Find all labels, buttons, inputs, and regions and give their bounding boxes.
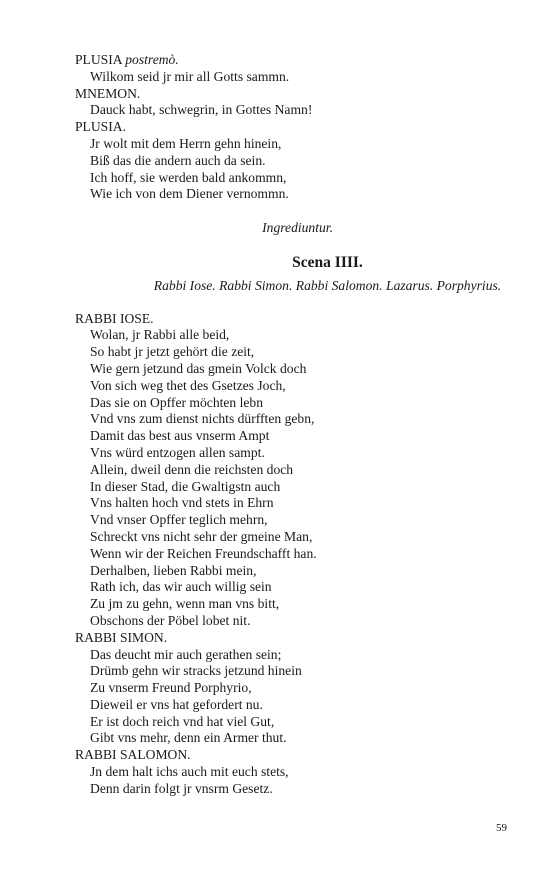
verse-line: Zu vnserm Freund Porphyrio, [90,680,252,696]
verse-line: Vns würd entzogen allen sampt. [90,444,265,460]
verse-line: Allein, dweil denn die reichsten doch [90,461,294,477]
verse-line: Wie gern jetzund das gmein Volck doch [90,360,307,376]
speaker-heading [75,52,515,69]
verse-line: Drümb gehn wir stracks jetzund hinein [90,663,302,679]
verse-line: Das sie on Opffer möchten lebn [90,394,264,410]
verse-line: Wolan, jr Rabbi alle beid, [90,327,230,343]
verse-line: Dieweil er vns hat gefordert nu. [90,696,263,712]
speaker-heading: PLUSIA. [75,119,126,135]
verse-line: Vnd vnser Opffer teglich mehrn, [90,512,268,528]
speaker-heading: RABBI SALOMON. [75,747,191,763]
verse-line: In dieser Stad, die Gwaltigstn auch [90,478,281,494]
verse-line: Rath ich, das wir auch willig sein [90,579,272,595]
verse-line: Von sich weg thet des Gsetzes Joch, [90,377,286,393]
scene-title: Scena IIII. [292,253,363,271]
verse-line: Denn darin folgt jr vnsrm Gesetz. [90,780,273,796]
page-body [75,52,515,798]
cast-list: Rabbi Iose. Rabbi Simon. Rabbi Salomon. Lazarus. Porphyrius. [153,277,502,293]
verse-line: Obschons der Pöbel lobet nit. [90,612,251,628]
verse-line: Gibt vns mehr, denn ein Armer thut. [90,730,287,746]
verse-line: Derhalben, lieben Rabbi mein, [90,562,257,578]
verse-line: Schreckt vns nicht sehr der gmeine Man, [90,528,313,544]
verse-line: Damit das best aus vnserm Ampt [90,428,270,444]
speaker-heading: RABBI SIMON. [75,629,168,645]
verse-line: Jr wolt mit dem Herrn gehn hinein, [90,135,282,151]
verse-line: Dauck habt, schwegrin, in Gottes Namn! [90,102,313,118]
speaker-name: PLUSIA [75,52,122,67]
speaker-heading: RABBI IOSE. [75,310,154,326]
verse-line: Er ist doch reich vnd hat viel Gut, [90,713,275,729]
verse-line: Vns halten hoch vnd stets in Ehrn [90,495,274,511]
verse-line: Wenn wir der Reichen Freundschafft han. [90,545,317,561]
speaker-heading: MNEMON. [75,85,141,101]
verse-line: Vnd vns zum dienst nichts dürfften gebn, [90,411,315,427]
verse-line: Ich hoff, sie werden bald ankommn, [90,169,287,185]
verse-line: Biß das die andern auch da sein. [90,152,266,168]
stage-direction: Ingrediuntur. [262,220,333,236]
verse-line: So habt jr jetzt gehört die zeit, [90,344,255,360]
verse-line: Zu jm zu gehn, wenn man vns bitt, [90,596,280,612]
verse-line: Wilkom seid jr mir all Gotts sammn. [90,68,290,84]
verse-line: Das deucht mir auch gerathen sein; [90,646,282,662]
stage-direction-inline: postremò. [125,52,179,67]
page-number: 59 [496,822,507,834]
spacer [75,295,515,311]
verse-line: Jn dem halt ichs auch mit euch stets, [90,764,289,780]
verse-line: Wie ich von dem Diener vernommn. [90,186,289,202]
